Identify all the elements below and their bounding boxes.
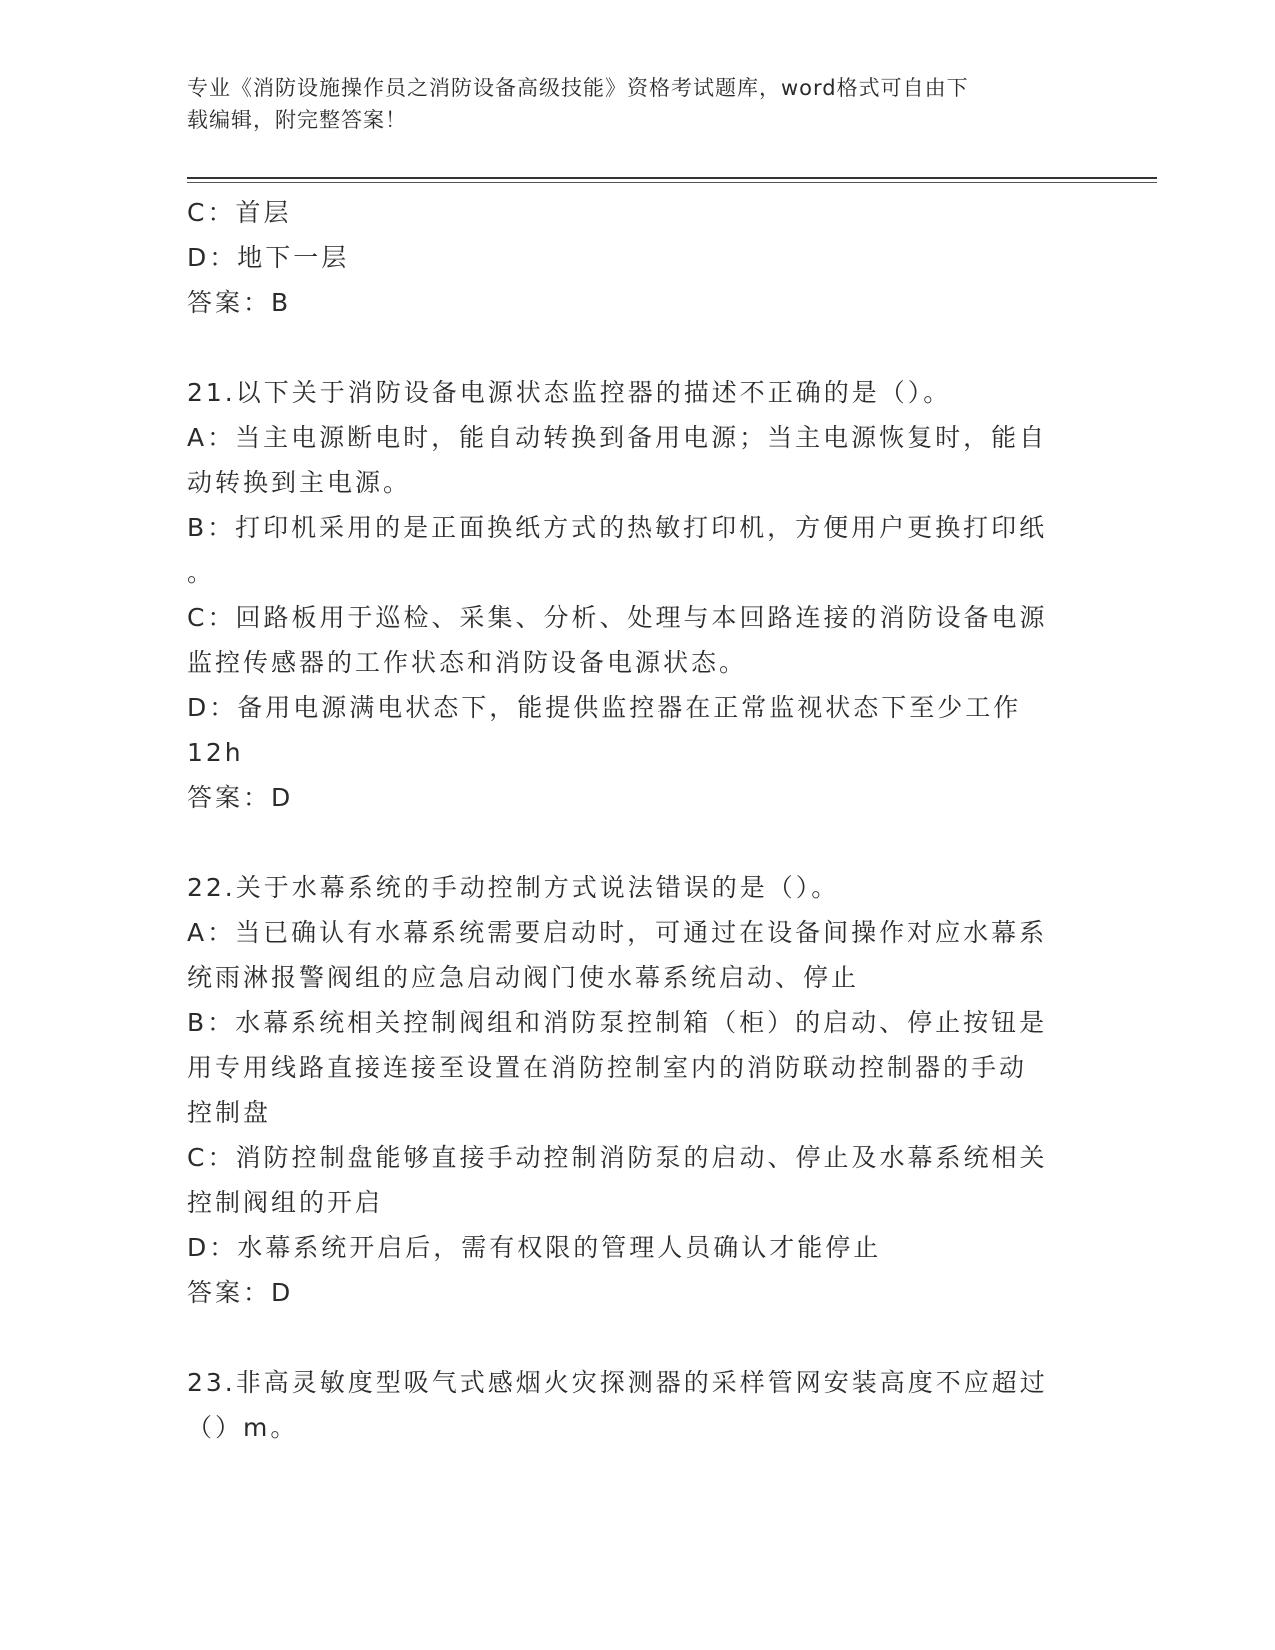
option-c-cont: 控制阀组的开启	[187, 1188, 384, 1217]
option-a: A：当已确认有水幕系统需要启动时，可通过在设备间操作对应水幕系	[187, 918, 1048, 947]
question-stem-cont: （）m。	[187, 1413, 299, 1442]
option-d: D：水幕系统开启后，需有权限的管理人员确认才能停止	[187, 1233, 882, 1262]
question-stem: 23.非高灵敏度型吸气式感烟火灾探测器的采样管网安装高度不应超过	[187, 1368, 1048, 1397]
spacer	[187, 325, 1087, 370]
question-stem: 21.以下关于消防设备电源状态监控器的描述不正确的是（）。	[187, 378, 952, 407]
answer-line: 答案：B	[187, 288, 292, 317]
spacer	[187, 820, 1087, 865]
option-d: D：备用电源满电状态下，能提供监控器在正常监视状态下至少工作	[187, 693, 1022, 722]
answer-line: 答案：D	[187, 1278, 294, 1307]
option-d-cont: 12h	[187, 738, 244, 767]
question-stem: 22.关于水幕系统的手动控制方式说法错误的是（）。	[187, 873, 840, 902]
header-line-2: 载编辑，附完整答案！	[187, 108, 407, 132]
option-a: A：当主电源断电时，能自动转换到备用电源；当主电源恢复时，能自	[187, 423, 1048, 452]
option-d: D：地下一层	[187, 243, 350, 272]
option-a-cont: 统雨淋报警阀组的应急启动阀门使水幕系统启动、停止	[187, 963, 860, 992]
document-header	[187, 72, 1067, 136]
spacer	[187, 1315, 1087, 1360]
header-line-1: 专业《消防设施操作员之消防设备高级技能》资格考试题库，word格式可自由下	[187, 76, 969, 100]
header-divider-thick	[187, 177, 1157, 179]
answer-line: 答案：D	[187, 783, 294, 812]
option-a-cont: 动转换到主电源。	[187, 468, 412, 497]
question-22	[187, 865, 1087, 1315]
option-c: C：首层	[187, 198, 292, 227]
header-divider-thin	[187, 182, 1157, 183]
option-b-cont: 。	[187, 558, 216, 587]
option-c: C：回路板用于巡检、采集、分析、处理与本回路连接的消防设备电源	[187, 603, 1048, 632]
option-b: B：水幕系统相关控制阀组和消防泵控制箱（柜）的启动、停止按钮是	[187, 1008, 1048, 1037]
question-content	[187, 190, 1087, 1450]
option-c: C：消防控制盘能够直接手动控制消防泵的启动、停止及水幕系统相关	[187, 1143, 1048, 1172]
option-b-cont: 用专用线路直接连接至设置在消防控制室内的消防联动控制器的手动	[187, 1053, 1028, 1082]
question-20-tail	[187, 190, 1087, 325]
question-23	[187, 1360, 1087, 1450]
option-b: B：打印机采用的是正面换纸方式的热敏打印机，方便用户更换打印纸	[187, 513, 1048, 542]
option-c-cont: 监控传感器的工作状态和消防设备电源状态。	[187, 648, 748, 677]
option-b-cont-2: 控制盘	[187, 1098, 272, 1127]
question-21	[187, 370, 1087, 820]
